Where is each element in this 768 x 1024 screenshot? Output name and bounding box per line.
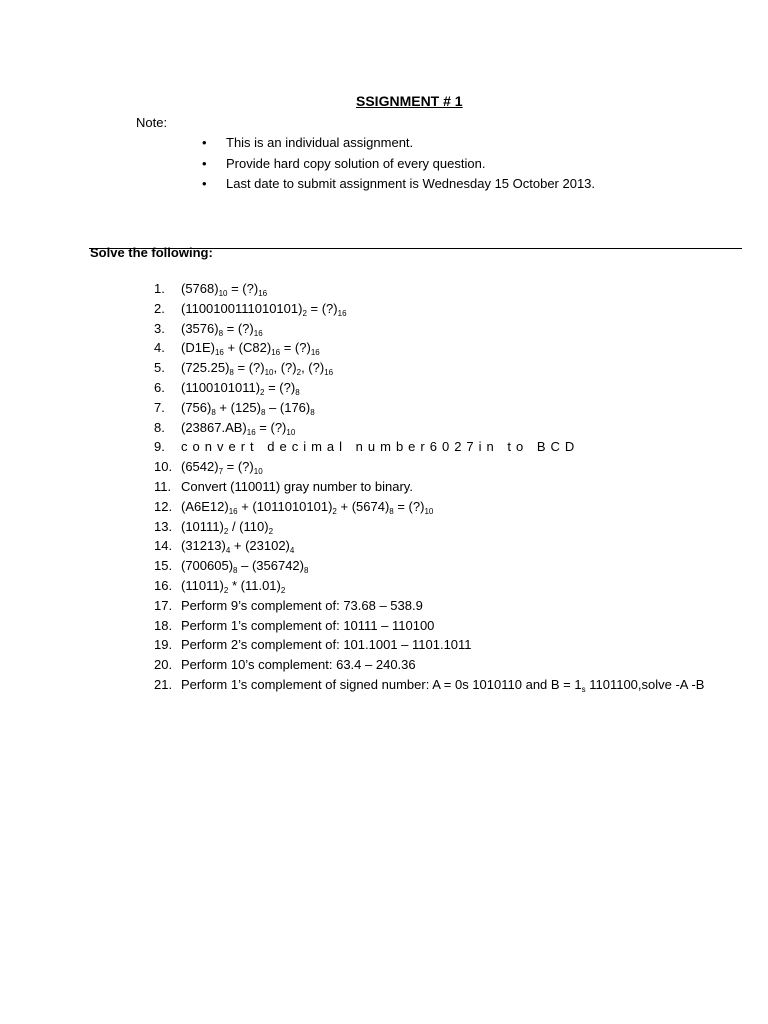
question-item: 16. $(11011)_2 * (11.01)_2$ (154, 577, 286, 595)
question-item: 6. $(1100101011)_2$ = $(?)_8$ (154, 379, 300, 397)
assignment-title: SSIGNMENT # 1 (356, 93, 463, 109)
bullet-icon: • (202, 135, 207, 150)
question-item: 13. $(10111)_2 / (110)_2$ (154, 518, 274, 536)
question-item: 18. Perform 1’s complement of: 10111 – 110100 (154, 617, 435, 633)
questions-list (154, 279, 704, 695)
notes-list (202, 133, 595, 195)
question-item: 15. $(700605)_8 - (356742)_8$ (154, 558, 309, 576)
question-item: 2. $(1100100111010101)_2$ = $(?)_{16}$ (154, 300, 347, 318)
question-item: 19. Perform 2’s complement of: 101.1001 – 1101.1011 (154, 637, 472, 653)
note-item: • Last date to submit assignment is Wednesday 15 October 2013. (202, 174, 595, 195)
note-item: • This is an individual assignment. (202, 133, 595, 154)
note-label: Note: (136, 115, 168, 130)
question-item: 4. $(D1E)_{16} + (C82)_{16}$ = $(?)_{16}$ (154, 340, 320, 358)
solve-heading: Solve the following: (90, 245, 213, 260)
question-item: 8. $(23867.AB)_{16}$ = $(?)_{10}$ (154, 419, 296, 437)
question-item: 20. Perform 10’s complement: 63.4 – 240.36 (154, 657, 416, 673)
question-item: 9. convert decimal number6027in to BCD (154, 439, 580, 455)
question-item: 1. $(5768)_{10}$ = $(?)_{16}$ (154, 281, 268, 298)
note-item: • Provide hard copy solution of every question. (202, 154, 595, 175)
question-item: 17. Perform 9’s complement of: 73.68 – 538.9 (154, 597, 423, 613)
question-item: 10. $(6542)_7$ = $(?)_{10}$ (154, 459, 263, 477)
question-item: 12. $(A6E12)_{16} + (1011010101)_2 + (5674)_8$ = $(?)_{10}$ (154, 498, 434, 516)
question-item: 21. Perform 1’s complement of signed number: A = 0s 1010110 and $B = 1_s$ 1101100,solve -A -B (154, 676, 705, 694)
bullet-icon: • (202, 176, 207, 191)
question-item: 11. Convert (110011) gray number to binary. (154, 478, 413, 494)
question-item: 5. $(725.25)_8$ = $(?)_{10}$, $(?)_2$, $(?)_{16}$ (154, 360, 334, 378)
question-item: 7. $(756)_8 + (125)_8 - (176)_8$ (154, 399, 315, 417)
question-item: 3. $(3576)_8$ = $(?)_{16}$ (154, 320, 263, 338)
bullet-icon: • (202, 155, 207, 171)
question-item: 14. $(31213)_4 + (23102)_4$ (154, 538, 295, 556)
